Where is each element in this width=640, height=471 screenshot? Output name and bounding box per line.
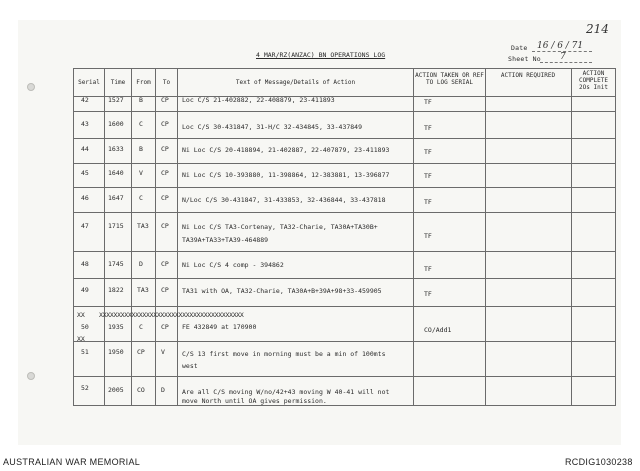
row-48-to: CP	[161, 260, 169, 268]
row-46-text: N/Loc C/S 30-431847, 31-433853, 32-436844, 33-437818	[182, 196, 386, 204]
row-50-text: FE 432849 at 170900	[182, 323, 257, 331]
row-separator	[73, 376, 616, 377]
col-divider	[615, 68, 616, 405]
row-51-to: V	[161, 348, 165, 356]
row-46-from: C	[139, 194, 143, 202]
margin-mark: XX	[77, 311, 85, 319]
row-43-time: 1600	[108, 120, 124, 128]
row-42-text: Loc C/S 21-402882, 22-408879, 23-411893	[182, 96, 335, 104]
row-44-serial: 44	[81, 145, 89, 153]
row-51-serial: 51	[81, 348, 89, 356]
row-50-to: CP	[161, 323, 169, 331]
col-divider	[413, 68, 414, 405]
punch-hole	[27, 372, 35, 380]
row-45-to: CP	[161, 169, 169, 177]
row-49-action: TF	[424, 290, 432, 298]
struck-out-line: XXXXXXXXXXXXXXXXXXXXXXXXXXXXXXXXXXXXXXXX	[99, 311, 244, 319]
row-44-from: B	[139, 145, 143, 153]
row-44-text: Ni Loc C/S 20-418894, 21-402887, 22-407879, 23-411893	[182, 146, 390, 154]
row-43-to: CP	[161, 120, 169, 128]
footer-credit: AUSTRALIAN WAR MEMORIAL	[3, 457, 141, 467]
row-50-action: CO/Add1	[424, 326, 452, 334]
sheet-value: 7	[560, 52, 566, 62]
row-46-to: CP	[161, 194, 169, 202]
row-48-serial: 48	[81, 260, 89, 268]
row-51-text: C/S 13 first move in morning must be a min of 100mts	[182, 350, 386, 358]
row-47-time: 1715	[108, 222, 124, 230]
row-separator	[73, 138, 616, 139]
header-serial: Serial	[78, 79, 100, 86]
sheet-underline	[540, 62, 592, 63]
row-separator	[73, 306, 616, 307]
row-42-action: TF	[424, 98, 432, 106]
row-43-text: Loc C/S 30-431847, 31-H/C 32-434845, 33-437849	[182, 123, 363, 131]
row-44-to: CP	[161, 145, 169, 153]
row-separator	[73, 341, 616, 342]
row-43-action: TF	[424, 124, 432, 132]
footer-record-id: RCDIG1030238	[565, 457, 633, 467]
row-46-time: 1647	[108, 194, 124, 202]
row-52-text-cont: move North until OA gives permission.	[182, 397, 327, 405]
row-49-text: TA31 with OA, TA32-Charie, TA30A+B+39A+98+33-459905	[182, 287, 382, 295]
row-separator	[73, 187, 616, 188]
row-separator	[73, 212, 616, 213]
row-52-time: 2005	[108, 386, 124, 394]
header-time: Time	[110, 79, 126, 86]
sheet-label: Sheet No	[508, 55, 541, 63]
col-divider	[485, 68, 486, 405]
col-divider	[73, 68, 74, 405]
row-50-time: 1935	[108, 323, 124, 331]
row-47-text: Ni Loc C/S TA3-Cortenay, TA32-Charie, TA30A+TA30B+	[182, 223, 378, 231]
col-divider	[571, 68, 572, 405]
col-divider	[131, 68, 132, 405]
row-47-text-cont: TA39A+TA33+TA39-464889	[182, 236, 269, 244]
row-45-action: TF	[424, 172, 432, 180]
row-51-time: 1950	[108, 348, 124, 356]
row-50-serial: 50	[81, 323, 89, 331]
row-52-serial: 52	[81, 384, 89, 392]
row-45-text: Ni Loc C/S 10-393880, 11-398864, 12-383881, 13-396877	[182, 171, 390, 179]
col-divider	[104, 68, 105, 405]
col-divider	[155, 68, 156, 405]
row-50-from: C	[139, 323, 143, 331]
row-47-serial: 47	[81, 222, 89, 230]
row-43-serial: 43	[81, 120, 89, 128]
row-51-text-cont: west	[182, 362, 198, 370]
row-48-time: 1745	[108, 260, 124, 268]
row-48-action: TF	[424, 265, 432, 273]
row-45-from: V	[139, 169, 143, 177]
row-45-time: 1640	[108, 169, 124, 177]
row-42-serial: 42	[81, 96, 89, 104]
row-49-to: CP	[161, 286, 169, 294]
log-title: 4 MAR/RZ(ANZAC) BN OPERATIONS LOG	[256, 51, 386, 59]
header-to: To	[162, 79, 171, 86]
row-52-text: Are all C/S moving W/no/42+43 moving W 40-41 will not	[182, 388, 390, 396]
row-47-to: CP	[161, 222, 169, 230]
row-46-serial: 46	[81, 194, 89, 202]
header-from: From	[136, 79, 151, 86]
row-48-from: D	[139, 260, 143, 268]
row-45-serial: 45	[81, 169, 89, 177]
row-42-from: B	[139, 96, 143, 104]
row-separator	[73, 251, 616, 252]
header-action-complete: ACTION COMPLETE 2Os Init	[579, 70, 608, 91]
row-42-time: 1527	[108, 96, 124, 104]
row-49-from: TA3	[137, 286, 149, 294]
row-44-action: TF	[424, 148, 432, 156]
row-44-time: 1633	[108, 145, 124, 153]
date-value: 16 / 6 / 71	[537, 41, 584, 51]
date-label: Date	[511, 44, 528, 52]
header-action-required: ACTION REQUIRED	[500, 72, 556, 79]
row-46-action: TF	[424, 198, 432, 206]
row-43-from: C	[139, 120, 143, 128]
margin-mark: XX	[77, 335, 85, 343]
row-separator	[73, 111, 616, 112]
header-text: Text of Message/Details of Action	[235, 79, 356, 86]
col-divider	[177, 68, 178, 405]
row-52-from: CO	[137, 386, 145, 394]
page-number: 214	[586, 22, 609, 36]
punch-hole	[27, 83, 35, 91]
row-separator	[73, 163, 616, 164]
table-bottom-border	[73, 405, 616, 406]
row-48-text: Ni Loc C/S 4 comp - 394862	[182, 261, 284, 269]
row-49-time: 1822	[108, 286, 124, 294]
row-separator	[73, 278, 616, 279]
row-42-to: CP	[161, 96, 169, 104]
header-action-taken: ACTION TAKEN OR REF TO LOG SERIAL	[415, 72, 484, 86]
row-47-action: TF	[424, 232, 432, 240]
row-47-from: TA3	[137, 222, 149, 230]
row-49-serial: 49	[81, 286, 89, 294]
row-51-from: CP	[137, 348, 145, 356]
row-52-to: D	[161, 386, 165, 394]
